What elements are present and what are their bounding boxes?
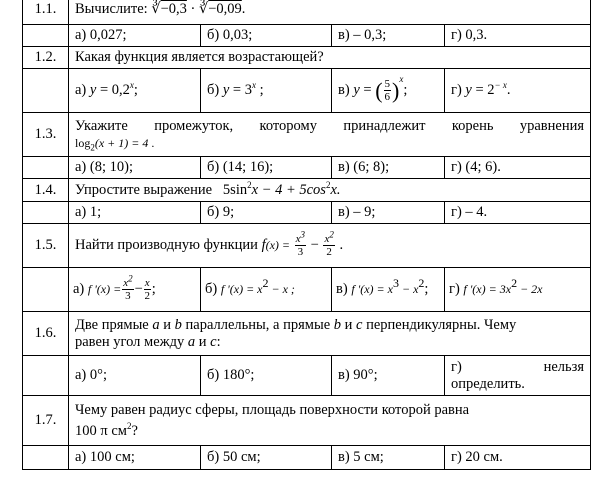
question-row-1-3 [23, 113, 591, 157]
answer-a[interactable]: а) 0°; [69, 356, 201, 396]
question-row-1-4 [23, 179, 591, 202]
question-row-1-6 [23, 312, 591, 356]
answer-row-1-3 [23, 157, 591, 179]
question-text: Найти производную функции f(x) = $\frac{x^3}{3}$ − $\frac{x^2}{2}$ . [69, 224, 591, 268]
question-text: Вычислите: ∛−0,3 · ∛−0,09. [69, 0, 591, 25]
answer-d[interactable]: г) 20 см. [445, 446, 591, 470]
answer-a[interactable]: а) f '(x) = $\frac{x^2}{3}$ − $\frac{x}{2}$ ; [69, 268, 201, 312]
equation: $\log_2(x + 1) = 4$ . [75, 135, 155, 152]
question-number: 1.7. [23, 396, 69, 446]
question-number: 1.5. [23, 224, 69, 268]
answer-b[interactable]: б) 0,03; [201, 25, 332, 47]
answer-row-1-6 [23, 356, 591, 396]
answer-d[interactable]: г) 0,3. [445, 25, 591, 47]
question-text: Какая функция является возрастающей? [69, 47, 591, 69]
answer-d[interactable]: г) (4; 6). [445, 157, 591, 179]
answer-row-1-2 [23, 69, 591, 113]
question-text: Две прямые a и b параллельны, а прямые b и c перпендикулярны. Чему равен угол между a и c: [69, 312, 591, 356]
question-text: Чему равен радиус сферы, площадь поверхности которой равна 100 π $см^2$? [69, 396, 591, 446]
question-row-1-2 [23, 47, 591, 69]
question-number: 1.2. [23, 47, 69, 69]
answer-c[interactable]: в) – 9; [332, 202, 445, 224]
answer-c[interactable]: в) – 0,3; [332, 25, 445, 47]
answer-a[interactable]: а) (8; 10); [69, 157, 201, 179]
question-row-1-1 [23, 0, 591, 25]
answer-a[interactable]: а) 100 см; [69, 446, 201, 470]
answer-a[interactable]: а) $y = 0,2^x$; [69, 69, 201, 113]
answer-b[interactable]: б) $y = 3^x$ ; [201, 69, 332, 113]
question-number: 1.3. [23, 113, 69, 157]
question-text: Упростите выражение $5\sin^2x - 4 + 5\cos^2x$. [69, 179, 591, 202]
answer-d[interactable]: г) нельзя определить. [445, 356, 591, 396]
answer-a[interactable]: а) 0,027; [69, 25, 201, 47]
answer-c[interactable]: в) y = ( $\frac{5}{6}$ )$^x$; [332, 69, 445, 113]
question-row-1-7 [23, 396, 591, 446]
answer-c[interactable]: в) f '$(x) = x^3 - x^2$; [332, 268, 445, 312]
answer-c[interactable]: в) 5 см; [332, 446, 445, 470]
answer-b[interactable]: б) f '$(x) = x^2 - x$ ; [201, 268, 332, 312]
answer-row-1-1 [23, 25, 591, 47]
question-number: 1.6. [23, 312, 69, 356]
answer-b[interactable]: б) 180°; [201, 356, 332, 396]
test-table [22, 0, 591, 470]
question-number: 1.1. [23, 0, 69, 25]
answer-d[interactable]: г) – 4. [445, 202, 591, 224]
answer-row-1-7 [23, 446, 591, 470]
answer-b[interactable]: б) (14; 16); [201, 157, 332, 179]
question-text: Укажите промежуток, которому принадлежит корень уравнения $\log_2(x + 1) = 4$ . [69, 113, 591, 157]
answer-c[interactable]: в) (6; 8); [332, 157, 445, 179]
answer-d[interactable]: г) f '$(x) = 3x^2 - 2x$ [445, 268, 591, 312]
answer-b[interactable]: б) 50 см; [201, 446, 332, 470]
question-row-1-5 [23, 224, 591, 268]
answer-c[interactable]: в) 90°; [332, 356, 445, 396]
answer-row-1-4 [23, 202, 591, 224]
answer-b[interactable]: б) 9; [201, 202, 332, 224]
question-number: 1.4. [23, 179, 69, 202]
answer-d[interactable]: г) $y = 2^{- x}$. [445, 69, 591, 113]
answer-row-1-5 [23, 268, 591, 312]
answer-a[interactable]: а) 1; [69, 202, 201, 224]
